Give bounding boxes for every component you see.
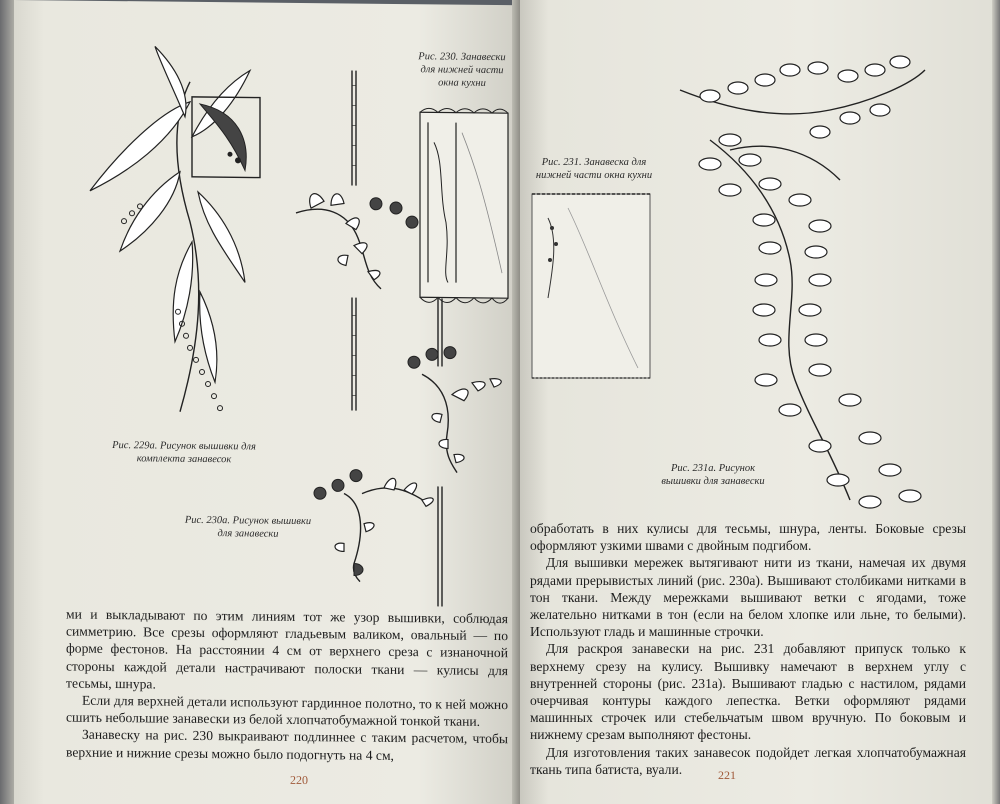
left-body-text bbox=[66, 606, 508, 765]
paragraph: Для вышивки мережек вытягивают нити из ткани, намечая их двумя рядами прерывистых линий (рис. 230а). Вышивают столбиками нитками в тон ткани. Между мережками вышивают ветки с ягодами, тоже желательно нитками в тон (если на белом хлопке или льне, то белыми). Используют гладь и машинные строчки. bbox=[530, 555, 966, 640]
paragraph: обработать в них кулисы для тесьмы, шнура, ленты. Боковые срезы оформляют узкими швами с двойным подгибом. bbox=[530, 521, 966, 554]
caption-fig230a: Рис. 230а. Рисунок вышивки для занавески bbox=[184, 514, 312, 540]
caption-fig229a: Рис. 229а. Рисунок вышивки для комплекта занавесок bbox=[112, 440, 256, 466]
curtain-illustration-icon bbox=[414, 102, 514, 313]
berry-branch-pattern-icon-3 bbox=[304, 463, 444, 584]
page-number: 220 bbox=[290, 772, 308, 788]
right-page bbox=[520, 0, 1000, 804]
curtain-illustration-icon-2 bbox=[528, 188, 658, 384]
right-body-text bbox=[530, 520, 966, 778]
caption-fig231: Рис. 231. Занавеска для нижней части окна кухни bbox=[535, 157, 653, 181]
berry-branch-pattern-icon-2 bbox=[402, 344, 512, 475]
fig231a-embroidery-branch-icon bbox=[670, 40, 930, 520]
caption-fig230-top: Рис. 230. Занавески для нижней части окна кухни bbox=[418, 51, 506, 89]
caption-fig231a: Рис. 231а. Рисунок вышивки для занавески bbox=[661, 463, 765, 487]
paragraph: ми и выкладывают по этим линиям тот же узор вышивки, соблюдая симметрию. Все срезы оформляют гладьевым валиком, овальный — по форме фестонов. На расстоянии 4 см от верхнего среза с изнаночной стороны каждой детали настрачивают полоски ткани — кулисы для тесьмы, шнура. bbox=[66, 606, 508, 692]
berry-branch-pattern-icon bbox=[286, 183, 426, 304]
paragraph: Занавеску на рис. 230 выкраивают подлиннее с таким расчетом, чтобы верхние и нижние срезы можно было подогнуть на 4 см, bbox=[66, 727, 508, 763]
paragraph: Если для верхней детали используют гардинное полотно, то к ней можно сшить небольшие занавески из белой хлопчатобумажной тонкой ткани. bbox=[66, 692, 508, 730]
book-edge-right bbox=[992, 0, 1000, 804]
page-number: 221 bbox=[718, 768, 736, 782]
fig229a-embroidery-icon bbox=[80, 41, 280, 423]
paragraph: Для изготовления таких занавесок подойдет легкая хлопчатобумажная ткань типа батиста, вуали. bbox=[530, 744, 966, 777]
paragraph: Для раскроя занавески на рис. 231 добавляют припуск только к верхнему срезу на кулису. Вышивку намечают в верхнем углу с внутренней стороны (рис. 231а). Вышивают гладью с настилом, рядами очерчивая контуры каждого лепестка. Ветки оформляют рядами машинных строчек или стебельчатым швом вручную. По боковым и нижнему срезам выполняют фестоны. bbox=[530, 641, 966, 743]
left-page bbox=[14, 0, 520, 804]
